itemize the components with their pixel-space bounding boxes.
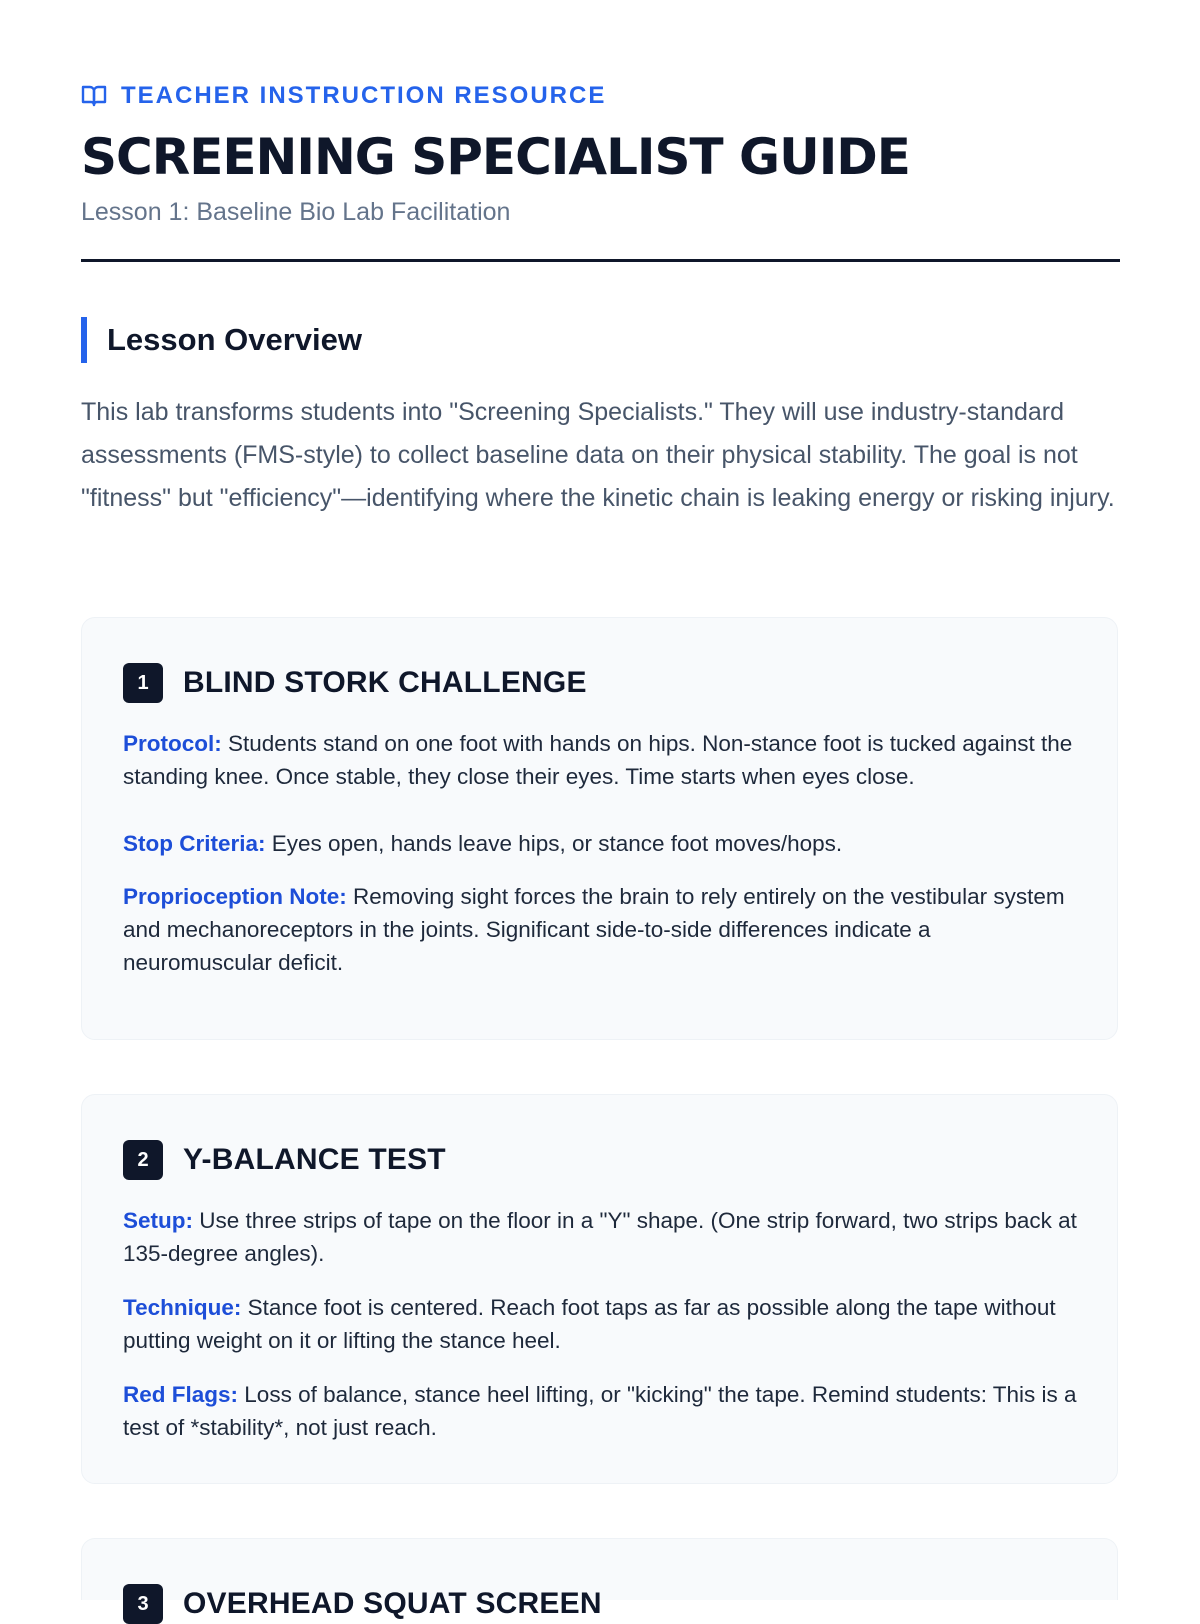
card-header bbox=[123, 1140, 446, 1180]
test-card-overhead-squat bbox=[81, 1538, 1118, 1620]
paragraph-label: Protocol: bbox=[123, 731, 222, 756]
overview-text: This lab transforms students into "Screening Specialists." They will use industry-standard assessments (FMS-style) to collect baseline data on their physical stability. The goal is not "fitness" but "efficiency"—identifying where the kinetic chain is leaking energy or risking injury. bbox=[81, 398, 1115, 512]
step-number-badge: 3 bbox=[123, 1584, 163, 1624]
resource-kicker bbox=[81, 82, 606, 110]
paragraph-label: Red Flags: bbox=[123, 1382, 239, 1407]
card-title: OVERHEAD SQUAT SCREEN bbox=[183, 1587, 602, 1620]
card-paragraph bbox=[123, 1204, 1083, 1270]
paragraph-label: Technique: bbox=[123, 1295, 242, 1320]
step-number-badge: 1 bbox=[123, 663, 163, 703]
page-subtitle: Lesson 1: Baseline Bio Lab Facilitation bbox=[81, 198, 511, 226]
book-open-icon bbox=[81, 84, 107, 108]
card-paragraph bbox=[123, 827, 1083, 860]
test-card-blind-stork bbox=[81, 617, 1118, 1040]
paragraph-label: Stop Criteria: bbox=[123, 831, 266, 856]
header-divider bbox=[81, 259, 1120, 262]
paragraph-text: Use three strips of tape on the floor in a "Y" shape. (One strip forward, two strips back at 135-degree angles). bbox=[123, 1208, 1077, 1266]
card-title: BLIND STORK CHALLENGE bbox=[183, 666, 587, 699]
paragraph-text: Eyes open, hands leave hips, or stance foot moves/hops. bbox=[271, 831, 843, 856]
paragraph-text: Students stand on one foot with hands on hips. Non-stance foot is tucked against the standing knee. Once stable, they close their eyes. Time starts when eyes close. bbox=[123, 731, 1073, 789]
card-paragraph bbox=[123, 1291, 1083, 1357]
page-title: SCREENING SPECIALIST GUIDE bbox=[81, 128, 910, 186]
paragraph-text: Stance foot is centered. Reach foot taps as far as possible along the tape without putting weight on it or lifting the stance heel. bbox=[123, 1295, 1056, 1353]
card-title: Y-BALANCE TEST bbox=[183, 1143, 446, 1176]
step-number-badge: 2 bbox=[123, 1140, 163, 1180]
paragraph-label: Proprioception Note: bbox=[123, 884, 347, 909]
kicker-label: TEACHER INSTRUCTION RESOURCE bbox=[121, 82, 607, 109]
card-paragraph bbox=[123, 727, 1083, 793]
paragraph-label: Setup: bbox=[123, 1208, 193, 1233]
test-card-y-balance bbox=[81, 1094, 1118, 1484]
card-header bbox=[123, 1584, 602, 1624]
section-heading-overview: Lesson Overview bbox=[81, 317, 362, 363]
paragraph-text: Removing sight forces the brain to rely entirely on the vestibular system and mechanoreceptors in the joints. Significant side-to-side differences indicate a neuromuscular deficit. bbox=[123, 884, 1065, 975]
card-paragraph bbox=[123, 880, 1083, 979]
paragraph-text: Loss of balance, stance heel lifting, or "kicking" the tape. Remind students: This is a test of *stability*, not just reach. bbox=[123, 1382, 1077, 1440]
card-header bbox=[123, 663, 587, 703]
card-paragraph bbox=[123, 1378, 1083, 1444]
